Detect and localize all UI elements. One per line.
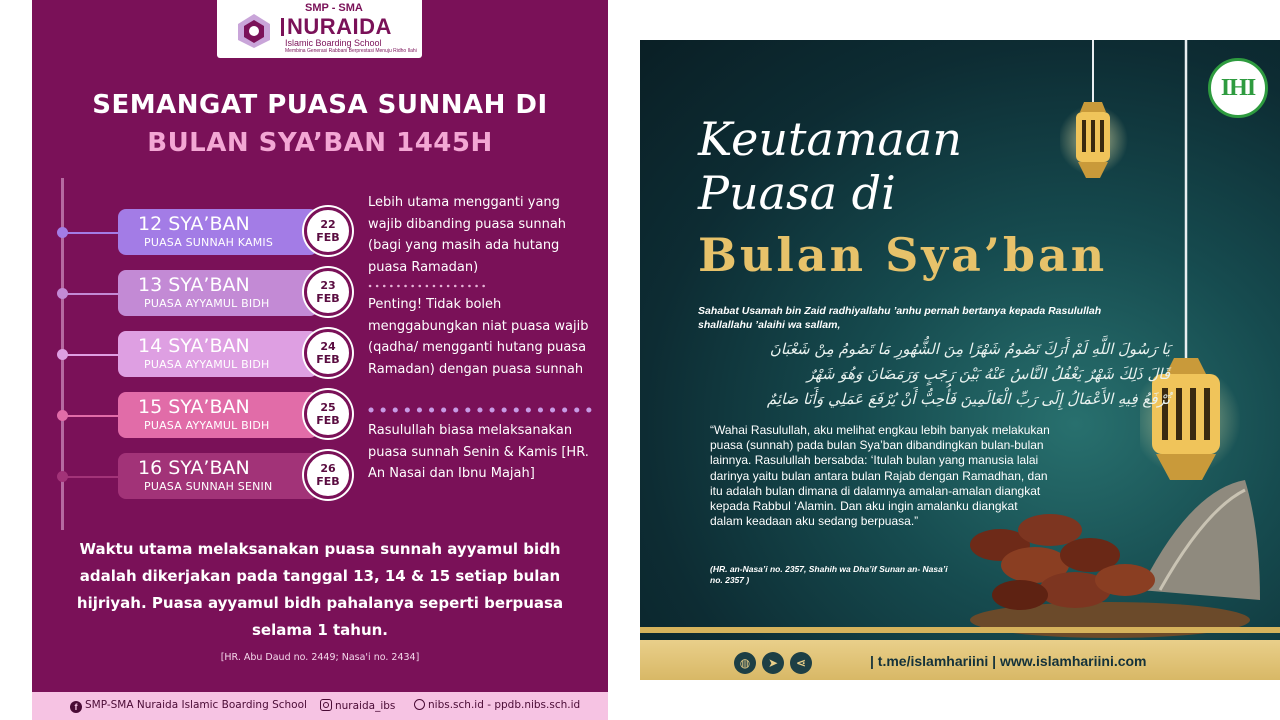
schedule-pill xyxy=(118,331,318,377)
hadith-translation: “Wahai Rasulullah, aku melihat engkau lebih banyak melakukan puasa (sunnah) pada bulan Sya’ban dibandingkan bulan-bulan lainnya. Rasulullah bersabda: ‘Itulah bulan yang manusia lalai darinya yaitu bulan antara bulan Rajab dengan Ramadhan, dan itu adalah bulan dimana di dalamnya amalan-amalan diangkat kepada Rabbul ‘Alamin. Dan aku ingin amalanku diangkat dalam keadaan aku sedang berpuasa.” xyxy=(710,423,1050,529)
ihi-logo-text: IHI xyxy=(1220,75,1256,101)
schedule-type: PUASA SUNNAH KAMIS xyxy=(144,236,274,249)
timeline-branch xyxy=(63,293,119,295)
facebook-text: SMP-SMA Nuraida Islamic Boarding School xyxy=(85,699,307,711)
schedule-pill xyxy=(118,270,318,316)
schedule-type: PUASA SUNNAH SENIN xyxy=(144,480,273,493)
instagram-text: nuraida_ibs xyxy=(335,700,396,712)
schedule-pill xyxy=(118,453,318,499)
globe-icon[interactable]: ◍ xyxy=(734,652,756,674)
date-number: 22 xyxy=(320,218,336,231)
date-badge xyxy=(304,329,352,377)
instagram-handle[interactable] xyxy=(320,699,395,712)
poster-footer xyxy=(32,692,608,720)
date-number: 24 xyxy=(320,340,336,353)
date-month: FEB xyxy=(316,353,340,366)
facebook-icon: f xyxy=(70,701,82,713)
date-month: FEB xyxy=(316,414,340,427)
schedule-day: 13 SYA’BAN xyxy=(138,274,250,296)
logo-name-text: NURAIDA xyxy=(287,14,392,39)
date-number: 25 xyxy=(320,401,336,414)
date-badge xyxy=(304,268,352,316)
date-badge xyxy=(304,451,352,499)
right-title-line1: Keutamaan xyxy=(698,112,962,166)
schedule-pill xyxy=(118,392,318,438)
hadith-intro: Sahabat Usamah bin Zaid radhiyallahu ’anhu pernah bertanya kepada Rasulullah shallallahu ’alaihi wa sallam, xyxy=(698,305,1102,331)
schedule-pill xyxy=(118,209,318,255)
schedule-type: PUASA AYYAMUL BIDH xyxy=(144,358,270,371)
schedule-day: 14 SYA’BAN xyxy=(138,335,250,357)
note-1: Lebih utama mengganti yang wajib dibanding puasa sunnah (bagi yang masih ada hutang puasa Ramadan) xyxy=(368,195,567,275)
poster-title-line1: SEMANGAT PUASA SUNNAH DI xyxy=(92,90,548,120)
islamhariini-poster xyxy=(640,40,1280,680)
timeline-branch xyxy=(63,415,119,417)
ihi-logo xyxy=(1208,58,1268,118)
nuraida-poster xyxy=(32,0,608,720)
logo-small-text: SMP - SMA xyxy=(305,2,363,14)
date-number: 23 xyxy=(320,279,336,292)
instagram-icon xyxy=(320,699,332,711)
school-emblem-icon xyxy=(235,12,273,50)
note-3: Rasulullah biasa melaksanakan puasa sunnah Senin & Kamis [HR. An Nasai dan Ibnu Majah] xyxy=(368,423,589,481)
date-month: FEB xyxy=(316,292,340,305)
dotted-divider xyxy=(368,283,598,289)
arabic-line-2: قَالَ ذَلِكَ شَهْرٌ يَغْفُلُ النَّاسُ عَنْهُ بَيْنَ رَجَبٍ وَرَمَضَانَ وَهُوَ شَهْرٌ xyxy=(806,365,1170,383)
arabic-line-3: تُرْفَعُ فِيهِ الأَعْمَالُ إِلَى رَبِّ الْعَالَمِينَ فَأُحِبُّ أَنْ يُرْفَعَ عَمَلِي وَأَنَا صَائِمٌ xyxy=(766,390,1170,408)
facebook-handle[interactable] xyxy=(70,699,307,713)
hadith-source: (HR. an-Nasa’i no. 2357, Shahih wa Dha’if Sunan an- Nasa’i no. 2357 ) xyxy=(710,564,948,585)
right-title-line3: Bulan Sya’ban xyxy=(698,228,1108,282)
website-links[interactable] xyxy=(414,699,580,711)
schedule-day: 15 SYA’BAN xyxy=(138,396,250,418)
small-lantern-icon xyxy=(1060,40,1130,190)
poster-title-line2: BULAN SYA’BAN 1445H xyxy=(147,128,493,158)
dates-bowl-illustration xyxy=(960,470,1280,640)
logo-name xyxy=(281,14,392,40)
footer-links[interactable]: | t.me/islamhariini | www.islamhariini.com xyxy=(870,653,1147,669)
gold-divider xyxy=(640,627,1280,633)
right-title-line2: Puasa di xyxy=(698,166,896,220)
dotted-divider xyxy=(368,407,598,413)
date-month: FEB xyxy=(316,475,340,488)
timeline-branch xyxy=(63,476,119,478)
schedule-day: 12 SYA’BAN xyxy=(138,213,250,235)
arabic-line-1: يَا رَسُولَ اللَّهِ لَمْ أَرَكَ تَصُومُ شَهْرًا مِنَ الشُّهُورِ مَا تَصُومُ مِنْ شَعْبَانَ xyxy=(769,340,1170,358)
hadith-reference: [HR. Abu Daud no. 2449; Nasa'i no. 2434] xyxy=(220,652,420,663)
share-icon[interactable]: ⋖ xyxy=(790,652,812,674)
date-badge xyxy=(304,207,352,255)
schedule-type: PUASA AYYAMUL BIDH xyxy=(144,419,270,432)
logo-subtitle: Islamic Boarding School xyxy=(285,38,382,48)
timeline-branch xyxy=(63,232,119,234)
website-text: nibs.sch.id - ppdb.nibs.sch.id xyxy=(428,699,581,711)
schedule-day: 16 SYA’BAN xyxy=(138,457,250,479)
ayyamul-bidh-info: Waktu utama melaksanakan puasa sunnah ayyamul bidh adalah dikerjakan pada tanggal 13, 14 & 15 setiap bulan hijriyah. Puasa ayyamul bidh pahalanya seperti berpuasa selama 1 tahun. xyxy=(76,540,564,639)
note-2: Penting! Tidak boleh menggabungkan niat puasa wajib (qadha/ mengganti hutang puasa Ramadan) dengan puasa sunnah xyxy=(368,297,589,377)
right-footer xyxy=(640,640,1280,680)
telegram-icon[interactable]: ➤ xyxy=(762,652,784,674)
nuraida-logo xyxy=(217,0,422,58)
schedule-type: PUASA AYYAMUL BIDH xyxy=(144,297,270,310)
date-month: FEB xyxy=(316,231,340,244)
globe-icon xyxy=(414,699,425,710)
date-badge xyxy=(304,390,352,438)
date-number: 26 xyxy=(320,462,336,475)
logo-tagline: Membina Generasi Rabbani Berprestasi Menuju Ridho Ilahi xyxy=(285,48,417,54)
timeline-branch xyxy=(63,354,119,356)
